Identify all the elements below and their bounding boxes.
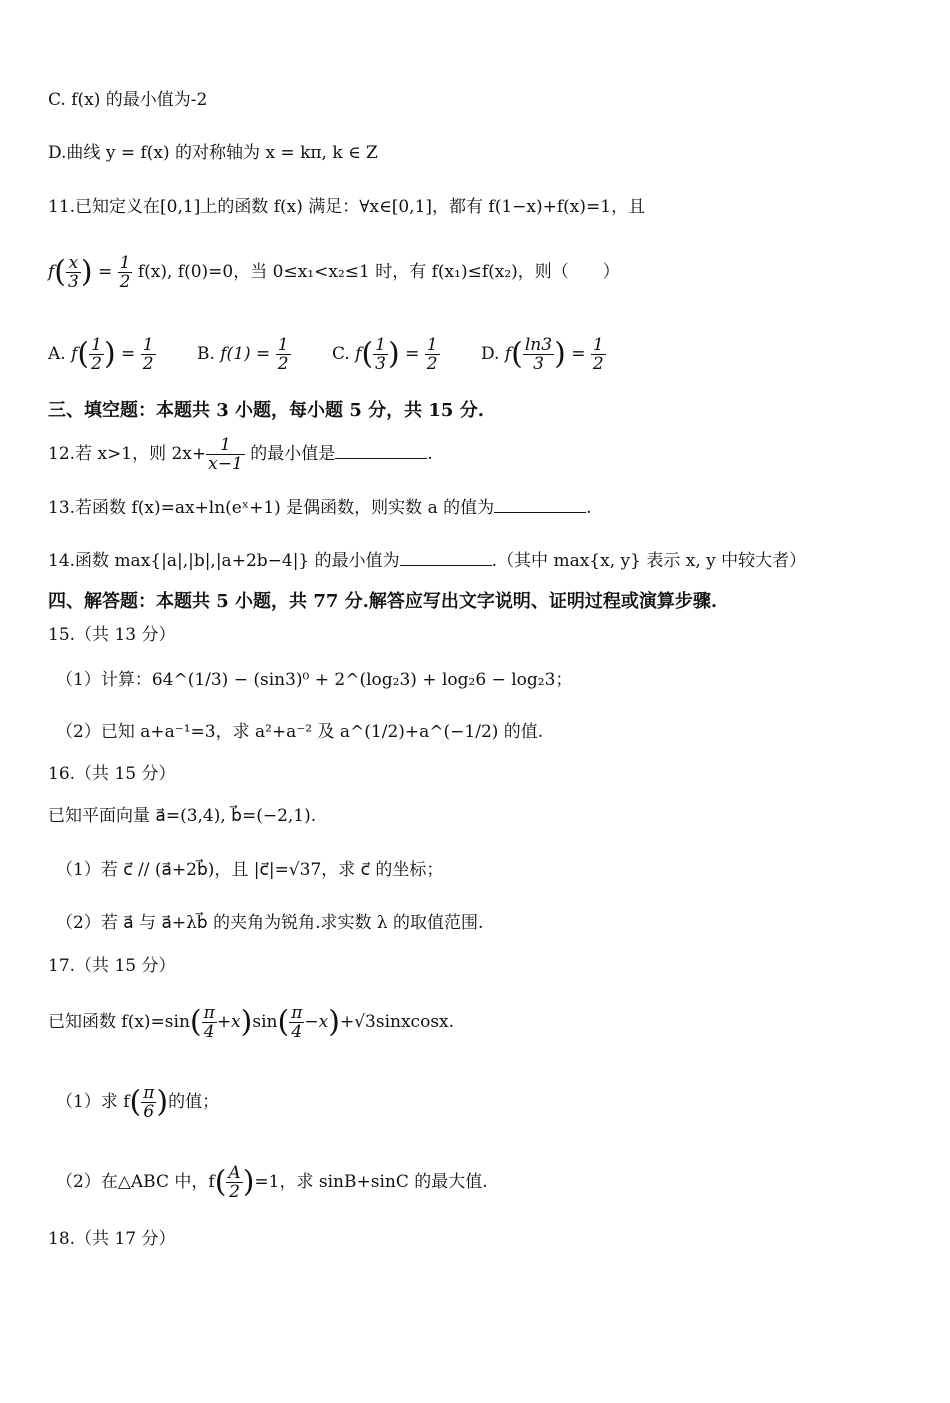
question-15-part-1: （1）计算：64^(1/3) − (sin3)⁰ + 2^(log₂3) + log₂6 − log₂3； — [56, 670, 573, 690]
question-16-header: 16.（共 15 分） — [48, 764, 176, 784]
question-11-stem: 11.已知定义在[0,1]上的函数 f(x) 满足：∀x∈[0,1]，都有 f(1−x)+f(x)=1，且 — [48, 197, 646, 217]
option-d: D. f( $\frac{\ln 3}{3}$ ) = $\frac{1}{2}$ — [481, 335, 604, 374]
fraction-x-over-3: $\frac{x}{3}$ — [68, 253, 79, 292]
question-16-part-2: （2）若 a⃗ 与 a⃗+λb⃗ 的夹角为锐角.求实数 λ 的取值范围. — [56, 913, 484, 933]
question-16-part-1: （1）若 c⃗ // (a⃗+2b⃗)，且 |c⃗|=√37，求 c⃗ 的坐标； — [56, 860, 444, 880]
fraction-one-over-x-minus-1: $\frac{1}{x-1}$ — [208, 435, 243, 474]
question-13: 13.若函数 f(x)=ax+ln(eˣ+1) 是偶函数，则实数 a 的值为 . — [48, 494, 592, 520]
section-heading-fill-in: 三、填空题：本题共 3 小题，每小题 5 分，共 15 分. — [48, 400, 484, 421]
question-15-part-2: （2）已知 a+a⁻¹=3，求 a²+a⁻² 及 a^(1/2)+a^(−1/2) 的值. — [56, 722, 544, 742]
question-15-header: 15.（共 13 分） — [48, 625, 176, 645]
option-c: C. f( $\frac{1}{3}$ ) = $\frac{1}{2}$ — [331, 335, 438, 374]
question-17-part-1: （1）求 f( $\frac{\pi}{6}$ )的值； — [56, 1083, 220, 1122]
answer-blank-12[interactable] — [335, 440, 427, 459]
question-12: 12.若 x>1，则 2x+ $\frac{1}{x-1}$ 的最小值是 . — [48, 435, 433, 474]
question-16-stem: 已知平面向量 a⃗=(3,4), b⃗=(−2,1). — [48, 806, 317, 826]
option-c-line: C. f(x) 的最小值为-2 — [48, 90, 208, 110]
question-18-header: 18.（共 17 分） — [48, 1229, 176, 1249]
option-a: A. f( $\frac{1}{2}$ ) = $\frac{1}{2}$ — [48, 335, 154, 374]
fraction-one-half: $\frac{1}{2}$ — [119, 253, 131, 292]
question-11-options — [48, 330, 642, 379]
question-11-condition: f( $\frac{x}{3}$ ) = $\frac{1}{2}$ f(x), f(0)=0，当 0≤x₁<x₂≤1 时，有 f(x₁)≤f(x₂)，则（ ） — [48, 253, 620, 292]
section-heading-solutions: 四、解答题：本题共 5 小题，共 77 分.解答应写出文字说明、证明过程或演算步骤. — [48, 591, 718, 612]
question-17-part-2: （2）在△ABC 中，f( $\frac{A}{2}$ )=1，求 sinB+sinC 的最大值. — [56, 1163, 488, 1202]
option-d-line: D.曲线 y = f(x) 的对称轴为 x = kπ, k ∈ Z — [48, 143, 378, 163]
question-17-header: 17.（共 15 分） — [48, 956, 176, 976]
answer-blank-13[interactable] — [494, 494, 586, 513]
question-14: 14.函数 max{|a|,|b|,|a+2b−4|} 的最小值为 .（其中 max{x, y} 表示 x, y 中较大者） — [48, 547, 806, 573]
question-17-stem: 已知函数 f(x)=sin( $\frac{\pi}{4}$ +x)sin( $\frac{\pi}{4}$ −x)+√3sinxcosx. — [48, 1003, 455, 1042]
option-b: B. f(1) = $\frac{1}{2}$ — [196, 335, 289, 374]
answer-blank-14[interactable] — [400, 547, 492, 566]
